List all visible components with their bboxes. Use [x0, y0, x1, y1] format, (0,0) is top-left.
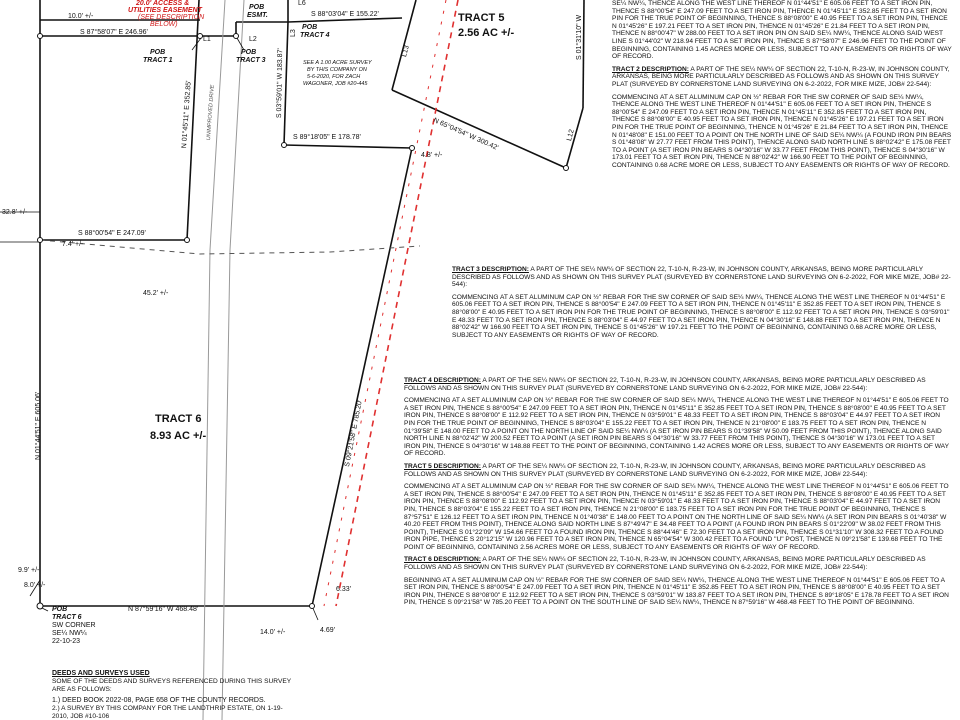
iron-pin	[38, 238, 43, 243]
pob-tract6-section: 22-10-23	[52, 638, 81, 645]
tract3-intro: A PART OF THE SE¼ NW¼ OF SECTION 22, T-10-N, R-23-W, IN JOHNSON COUNTY, ARKANSAS, BEING MORE PARTICULARLY DESCRIBED AS FOLLOWS AND AS SHOWN ON THIS SURVEY PLAT (SURVEYED BY CORNERSTONE LAND SURVEYING ON 6-2-2022, FOR MIKE MIZE, JOB# 22-544):	[452, 266, 951, 289]
bearing-b2: S 87°58'07" E 246.96'	[80, 29, 148, 36]
bearing-b19: 14.0' +/-	[260, 629, 286, 636]
pob-tract6-quarter: SE¼ NW¼	[52, 630, 87, 637]
iron-pin	[185, 238, 190, 243]
tract4-intro: A PART OF THE SE¼ NW¼ OF SECTION 22, T-10-N, R-23-W, IN JOHNSON COUNTY, ARKANSAS, BEING MORE PARTICULARLY DESCRIBED AS FOLLOWS AND AS SHOWN ON THIS SURVEY PLAT (SURVEYED BY CORNERSTONE LAND SURVEYING ON 6-2-2022, FOR MIKE MIZE, JOB# 22-544):	[404, 377, 926, 392]
pob-esmt-sub: ESMT.	[247, 12, 268, 19]
tract5-intro: A PART OF THE SE¼ NW¼ OF SECTION 22, T-10-N, R-23-W, IN JOHNSON COUNTY, ARKANSAS, BEING MORE PARTICULARLY DESCRIBED AS FOLLOWS AND AS SHOWN ON THIS SURVEY PLAT (SURVEYED BY CORNERSTONE LAND SURVEYING ON 6-2-2022, FOR MIKE MIZE, JOB# 22-544):	[404, 462, 926, 478]
pob-tract3-sub: TRACT 3	[236, 57, 266, 64]
tract5-heading: TRACT 5 DESCRIPTION:	[404, 462, 481, 470]
pob-tract4-sub: TRACT 4	[300, 32, 330, 39]
bearing-b1: 10.0' +/-	[68, 13, 94, 20]
iron-pin	[198, 34, 203, 39]
tract3-description	[452, 266, 952, 289]
line-label-l12: L12	[566, 128, 576, 142]
bearing-b11: 45.2' +/-	[143, 290, 169, 297]
pob-tract4-label: POB	[302, 24, 318, 31]
bearing-b15: N 87°59'16" W 468.48'	[128, 606, 199, 613]
tract6-name: TRACT 6	[155, 413, 202, 425]
tract2-description	[612, 66, 952, 89]
bearing-b6: S 89°18'05" E 178.78'	[293, 134, 361, 141]
line-label-l13: L13	[401, 44, 411, 58]
tract5-area: 2.56 AC +/-	[458, 27, 515, 39]
descriptions-column-tract3	[452, 266, 952, 344]
descriptions-column-upper	[612, 0, 952, 174]
pob-tract6-arrow	[42, 608, 48, 611]
bearing-b4: N 01°45'11" E 352.85'	[181, 80, 193, 149]
iron-pin	[564, 166, 569, 171]
tract6-north-step	[284, 145, 412, 148]
tract4-heading: TRACT 4 DESCRIPTION:	[404, 377, 481, 384]
line-label-l2: L2	[249, 36, 257, 43]
line-label-l1: L1	[203, 36, 211, 43]
bearing-b5: S 03°59'01" W 183.87'	[276, 48, 285, 119]
iron-pin	[38, 34, 43, 39]
bearing-b14: S 09°21'58" E 785.20'	[344, 399, 364, 468]
pob-tract3-label: POB	[241, 49, 257, 56]
survey-note-line2: BY THIS COMPANY ON	[307, 67, 367, 73]
pob-tract1-sub: TRACT 1	[143, 57, 173, 64]
tract2-body: COMMENCING AT A SET ALUMINUM CAP ON ½" REBAR FOR THE SW CORNER OF SAID SE¼ NW¼, THENCE ALONG THE WEST LINE THEREOF N 01°44'51" E 605.06 FEET TO A SET IRON PIN, THENCE S 88°00'54" E 247.09 FEET TO A SET IRON PIN, THENCE N 01°45'11" E 352.85 FEET TO A SET IRON PIN, THENCE S 88°08'00" E 40.95 FEET TO A SET IRON PIN, THENCE N 01°45'26" E 197.21 FEET TO A SET IRON PIN FOR THE TRUE POINT OF BEGINNING, THENCE N 01°45'26" E 21.84 FEET TO A SET IRON PIN, THENCE N 01°48'08" E 151.00 FEET TO A POINT ON THE NORTH LINE OF SAID SE¼ NW¼ (A FOUND IRON PIN BEARS S 01°48'08" W 27.77 FEET FROM THIS POINT), THENCE ALONG SAID NORTH LINE S 88°02'42" E 175.08 FEET TO A POINT (A SET IRON PIN BEARS S 04°30'16" W 33.77 FEET FROM THIS POINT), THENCE S 04°30'16" W 173.01 FEET TO A SET IRON PIN, THENCE N 88°02'42" W 166.90 FEET TO THE POINT OF BEGINNING, CONTAINING 0.68 ACRE MORE OR LESS, SUBJECT TO ANY EASEMENTS OR RIGHTS OF WAY OF RECORD.	[612, 93, 952, 169]
bearing-b20: 4.69'	[320, 627, 335, 634]
tract3-heading: TRACT 3 DESCRIPTION:	[452, 266, 529, 273]
survey-note-line3: 5-6-2020, FOR ZACH	[307, 74, 361, 80]
road-label: UNIMPROVED DRIVE	[205, 84, 216, 141]
bearing-b7: N 65°04'54" W 300.42'	[432, 117, 500, 152]
tract4-body: COMMENCING AT A SET ALUMINUM CAP ON ½" REBAR FOR THE SW CORNER OF SAID SE¼ NW¼, THENCE ALONG THE WEST LINE THEREOF N 01°44'51" E 605.06 FEET TO A SET IRON PIN, THENCE S 88°00'54" E 247.09 FEET TO A SET IRON PIN, THENCE N 01°45'11" E 352.85 FEET TO A SET IRON PIN, THENCE S 88°08'00" E 40.95 FEET TO A SET IRON PIN, THENCE S 88°08'00" E 112.92 FEET TO A SET IRON PIN, THENCE N 03°59'01" E 48.33 FEET TO A SET IRON PIN, THENCE S 88°03'04" E 44.97 FEET TO A SET IRON PIN FOR THE TRUE POINT OF BEGINNING, THENCE S 88°03'04" E 155.22 FEET TO A SET IRON PIN, THENCE N 21°08'00" E 183.75 FEET TO A SET IRON PIN, THENCE N 01°39'58" E 148.00 FEET TO A POINT ON THE NORTH LINE OF SAID SE¼ NW¼ (A SET IRON PIN BEARS S 01°39'58" W 50.09 FEET FROM THIS POINT), THENCE ALONG SAID NORTH LINE N 88°02'42" W 200.52 FEET TO A POINT (A SET IRON PIN BEARS S 04°30'16" W 33.77 FEET FROM THIS POINT), THENCE S 04°30'16" W 173.01 FEET TO A SET IRON PIN, THENCE S 04°30'16" W 148.88 FEET TO THE POINT OF BEGINNING, CONTAINING 1.42 ACRES MORE OR LESS, SUBJECT TO ANY EASEMENTS OR RIGHTS OF WAY OF RECORD.	[404, 397, 949, 458]
pob-tract6-corner: SW CORNER	[52, 622, 96, 629]
tract5-description	[404, 463, 952, 478]
tract6-heading: TRACT 6 DESCRIPTION:	[404, 556, 481, 564]
deeds-intro: SOME OF THE DEEDS AND SURVEYS REFERENCED DURING THIS SURVEY ARE AS FOLLOWS:	[52, 678, 292, 693]
bearing-b12: 4.8' +/-	[421, 152, 443, 159]
easement-note-line3: (SEE DESCRIPTION	[138, 14, 205, 21]
deeds-item-1: 1.) DEED BOOK 2022-08, PAGE 658 OF THE COUNTY RECORDS.	[52, 697, 266, 704]
tract2-intro: A PART OF THE SE¼ NW¼ OF SECTION 22, T-10-N, R-23-W, IN JOHNSON COUNTY, ARKANSAS, BEING MORE PARTICULARLY DESCRIBED AS FOLLOWS AND AS SHOWN ON THIS SURVEY PLAT (SURVEYED BY CORNERSTONE LAND SURVEYING ON 6-2-2022, FOR MIKE MIZE, JOB# 22-544):	[612, 65, 950, 88]
bearing-b3: S 88°03'04" E 155.22'	[311, 11, 379, 18]
line-label-l3: L3	[290, 29, 297, 37]
tract6-intro: A PART OF THE SE¼ NW¼ OF SECTION 22, T-10-N, R-23-W, IN JOHNSON COUNTY, ARKANSAS, BEING MORE PARTICULARLY DESCRIBED AS FOLLOWS AND AS SHOWN ON THIS SURVEY PLAT (SURVEYED BY CORNERSTONE LAND SURVEYING ON 6-2-2022, FOR MIKE MIZE, JOB# 22-544):	[404, 556, 926, 572]
tract6-area: 8.93 AC +/-	[150, 430, 207, 442]
tract5-name: TRACT 5	[458, 12, 505, 24]
bearing-b21: S 01°31'10" W	[576, 14, 583, 60]
road-edge-east	[222, 0, 244, 720]
tract5-body: COMMENCING AT A SET ALUMINUM CAP ON ½" REBAR FOR THE SW CORNER OF SAID SE¼ NW¼, THENCE ALONG THE WEST LINE THEREOF N 01°44'51" E 605.06 FEET TO A SET IRON PIN, THENCE S 88°00'54" E 247.09 FEET TO A SET IRON PIN, THENCE N 01°45'11" E 352.85 FEET TO A SET IRON PIN, THENCE S 88°08'00" E 40.95 FEET TO A SET IRON PIN, THENCE S 88°08'00" E 112.92 FEET TO A SET IRON PIN, THENCE N 03°59'01" E 48.33 FEET TO A SET IRON PIN, THENCE S 88°03'04" E 44.97 FEET TO A SET IRON PIN, THENCE S 88°03'04" E 155.22 FEET TO A SET IRON PIN, THENCE N 21°08'00" E 183.75 FEET TO A SET IRON PIN FOR THE TRUE POINT OF BEGINNING, THENCE S 87°57'51" E 126.12 FEET TO A SET IRON PIN, THENCE N 01°40'38" E 148.00 FEET TO A POINT ON THE NORTH LINE OF SAID SE¼ NW¼ (A SET IRON PIN BEARS S 01°40'38" W 40.20 FEET FROM THIS POINT), THENCE ALONG SAID NORTH LINE S 87°49'47" E 34.48 FEET TO A POINT (A FOUND IRON PIN BEARS S 01°22'09" W 38.02 FEET FROM THIS POINT), THENCE S 01°22'09" W 154.66 FEET TO A FOUND IRON PIN, THENCE S 88°44'46" E 72.30 FEET TO A SET IRON PIN, THENCE S 01°31'10" W 308.32 FEET TO A FOUND IRON PIPE, THENCE S 20°12'15" W 120.96 FEET TO A SET IRON PIN, THENCE N 65°04'54" W 300.42 FEET TO A FOUND "U" POST, THENCE N 09°21'58" E 139.68 FEET TO THE POINT OF BEGINNING, CONTAINING 2.56 ACRES MORE OR LESS, SUBJECT TO ANY EASEMENTS OR RIGHTS OF WAY OF RECORD.	[404, 483, 949, 551]
tract2-heading: TRACT 2 DESCRIPTION:	[612, 65, 689, 73]
tract6-east-line	[312, 148, 412, 606]
easement-note-line2: UTILITIES EASEMENT	[128, 7, 202, 14]
survey-note-line1: SEE A 1.00 ACRE SURVEY	[303, 60, 372, 66]
pob-esmt-label: POB	[249, 4, 265, 11]
deeds-heading: DEEDS AND SURVEYS USED	[52, 670, 150, 677]
pob-tract1-label: POB	[150, 49, 166, 56]
pob-tract6-sub: TRACT 6	[52, 614, 82, 621]
tract6-body: BEGINNING AT A SET ALUMINUM CAP ON ½" REBAR FOR THE SW CORNER OF SAID SE¼ NW¼, THENCE ALONG THE WEST LINE THEREOF N 01°44'51" E 605.06 FEET TO A SET IRON PIN, THENCE S 88°00'54" E 247.09 FEET TO A SET IRON PIN, THENCE N 01°45'11" E 352.85 FEET TO A SET IRON PIN, THENCE S 88°08'00" E 40.95 FEET TO A SET IRON PIN, THENCE S 88°08'00" E 112.92 FEET TO A SET IRON PIN, THENCE S 03°59'01" W 183.87 FEET TO A SET IRON PIN, THENCE S 89°18'05" E 178.78 FEET TO A SET IRON PIN, THENCE S 09°21'58" W 785.20 FEET TO A POINT ON THE SOUTH LINE OF SAID SE¼ NW¼, THENCE N 87°59'16" W 468.48 FEET TO THE POINT OF BEGINNING.	[404, 576, 949, 607]
easement-note-line4: BELOW)	[150, 21, 178, 28]
pob-tract6-label: POB	[52, 606, 68, 613]
iron-pin	[282, 143, 287, 148]
line-label-l6: L6	[298, 0, 306, 7]
bearing-b18: 6.33'	[336, 586, 351, 593]
tract4-description	[404, 377, 952, 392]
iron-pin	[410, 146, 415, 151]
bearing-b10: 7.4' +/-	[62, 241, 84, 248]
tract6-description	[404, 556, 952, 571]
descriptions-column-lower	[404, 377, 952, 612]
iron-pin	[234, 34, 239, 39]
easement-note-line1: 20.0' ACCESS &	[136, 0, 190, 7]
bearing-b9: 32.8' +/-	[2, 209, 28, 216]
bearing-b17: 8.0' +/-	[24, 582, 46, 589]
bearing-b13: N 01°44'51" E 605.06'	[35, 391, 42, 460]
bearing-b8: S 88°00'54" E 247.09'	[78, 230, 146, 237]
tract3-body: COMMENCING AT A SET ALUMINUM CAP ON ½" REBAR FOR THE SW CORNER OF SAID SE¼ NW¼, THENCE ALONG THE WEST LINE THEREOF N 01°44'51" E 605.06 FEET TO A SET IRON PIN, THENCE S 88°00'54" E 247.09 FEET TO A SET IRON PIN, THENCE N 01°45'11" E 352.85 FEET TO A SET IRON PIN, THENCE S 88°08'00" E 40.95 FEET TO A SET IRON PIN FOR THE TRUE POINT OF BEGINNING, THENCE S 88°08'00" E 112.92 FEET TO A SET IRON PIN, THENCE S 03°59'01" E 48.33 FEET TO A SET IRON PIN, THENCE S 88°03'04" E 44.97 FEET TO A SET IRON PIN, THENCE N 04°30'16" E 148.88 FEET TO A SET IRON PIN, THENCE N 88°02'42" W 166.90 FEET TO A SET IRON PIN, THENCE S 01°45'26" W 197.21 FEET TO THE POINT OF BEGINNING, CONTAINING 0.68 ACRE MORE OR LESS, SUBJECT TO ANY EASEMENTS OR RIGHTS OF WAY OF RECORD.	[452, 293, 950, 339]
survey-note-line4: WAGONER, JOB #20-445	[303, 81, 368, 87]
iron-pin	[310, 604, 315, 609]
tract1-description-tail: SE¼ NW¼, THENCE ALONG THE WEST LINE THEREOF N 01°44'51" E 605.06 FEET TO A SET IRON PIN, THENCE S 88°00'54" E 247.09 FEET TO A SET IRON PIN, THENCE N 01°45'11" E 352.85 FEET TO A SET IRON PIN FOR THE TRUE POINT OF BEGINNING, THENCE S 88°08'00" E 40.95 FEET TO A SET IRON PIN, THENCE N 01°45'26" E 197.21 FEET TO A SET IRON PIN, THENCE N 01°45'26" E 21.84 FEET TO A SET IRON PIN, THENCE N 88°00'47" W 288.00 FEET TO A SET IRON PIN ON SAID SE¼ NW¼, THENCE ALONG SAID WEST LINE S 01°44'02" W 218.94 FEET TO A SET IRON PIN, THENCE S 87°58'07" E 246.96 FEET TO THE POINT OF BEGINNING, CONTAINING 1.45 ACRES MORE OR LESS, SUBJECT TO ANY EASEMENTS OR RIGHTS OF WAY OF RECORD.	[612, 0, 952, 61]
bearing-b16: 9.9' +/-	[18, 567, 40, 574]
deeds-item-2: 2.) A SURVEY BY THIS COMPANY FOR THE LANDTHRIP ESTATE, ON 1-19-2010, JOB #10-106	[52, 705, 283, 720]
tract5-south-line	[392, 90, 566, 168]
